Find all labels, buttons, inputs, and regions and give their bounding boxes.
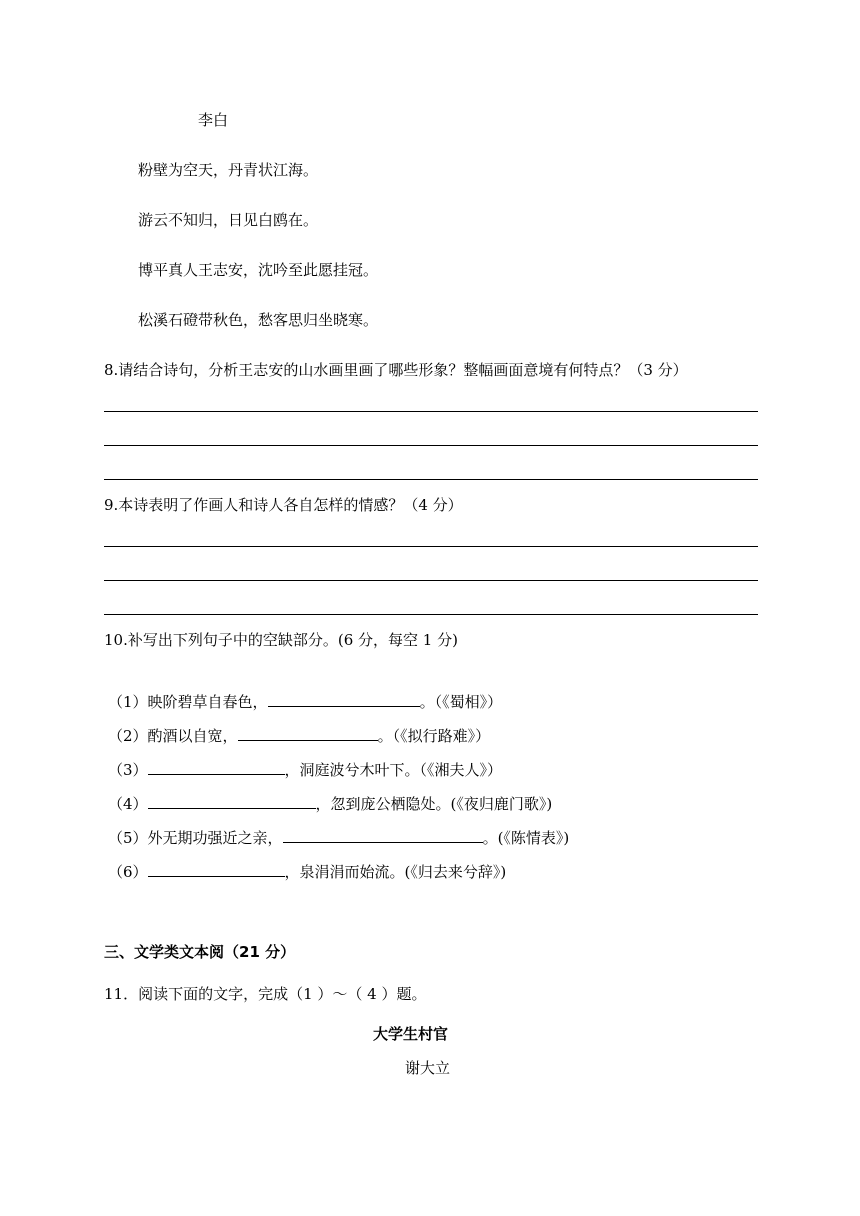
fill-blank[interactable]: [268, 692, 420, 707]
answer-line[interactable]: [104, 445, 758, 446]
item-number: （6）: [108, 863, 148, 881]
item-number: （2）: [108, 727, 148, 745]
answer-line[interactable]: [104, 479, 758, 480]
item-text: 酌酒以自宽，: [147, 727, 238, 745]
fill-blank[interactable]: [148, 760, 285, 775]
fill-item: [108, 726, 490, 746]
poem-line: 博平真人王志安，沈吟至此愿挂冠。: [138, 261, 379, 279]
fill-item: [108, 760, 502, 780]
answer-line[interactable]: [104, 411, 758, 412]
answer-line[interactable]: [104, 580, 758, 581]
item-source: 。（《拟行路难》）: [377, 727, 491, 745]
item-number: （1）: [108, 693, 148, 711]
item-number: （3）: [108, 761, 148, 779]
item-source: ，洞庭波兮木叶下。（《湘夫人》）: [284, 761, 503, 779]
poem-line: 粉壁为空天，丹青状江海。: [138, 161, 319, 179]
fill-item: [108, 692, 502, 712]
fill-blank[interactable]: [148, 794, 316, 809]
item-number: （5）: [108, 829, 148, 847]
item-source: 。(《陈情表》): [482, 829, 570, 847]
article-author: 谢大立: [405, 1059, 451, 1077]
poem-author: 李白: [198, 111, 229, 129]
item-number: （4）: [108, 795, 148, 813]
answer-line[interactable]: [104, 614, 758, 615]
section-heading: 三、文学类文本阅（21 分）: [104, 943, 296, 961]
answer-line[interactable]: [104, 546, 758, 547]
item-source: ，忽到庞公栖隐处。(《夜归鹿门歌》): [315, 795, 553, 813]
question-10: 10.补写出下列句子中的空缺部分。(6 分，每空 1 分): [104, 631, 458, 649]
item-source: ，泉涓涓而始流。(《归去来兮辞》): [284, 863, 507, 881]
question-11: 11．阅读下面的文字，完成（1 ）～（ 4 ）题。: [104, 985, 427, 1003]
fill-item: [108, 794, 552, 814]
item-source: 。（《蜀相》）: [419, 693, 503, 711]
question-8: 8.请结合诗句，分析王志安的山水画里画了哪些形象？整幅画面意境有何特点？（3 分）: [104, 361, 688, 379]
fill-item: [108, 828, 569, 848]
question-9: 9.本诗表明了作画人和诗人各自怎样的情感？（4 分）: [104, 496, 463, 514]
item-text: 外无期功强近之亲，: [147, 829, 283, 847]
article-title: 大学生村官: [373, 1025, 449, 1043]
fill-blank[interactable]: [238, 726, 378, 741]
fill-item: [108, 862, 506, 882]
fill-blank[interactable]: [148, 862, 285, 877]
item-text: 映阶碧草自春色，: [147, 693, 268, 711]
fill-blank[interactable]: [283, 828, 483, 843]
poem-line: 松溪石磴带秋色，愁客思归坐晓寒。: [138, 311, 379, 329]
poem-line: 游云不知归，日见白鸥在。: [138, 211, 319, 229]
